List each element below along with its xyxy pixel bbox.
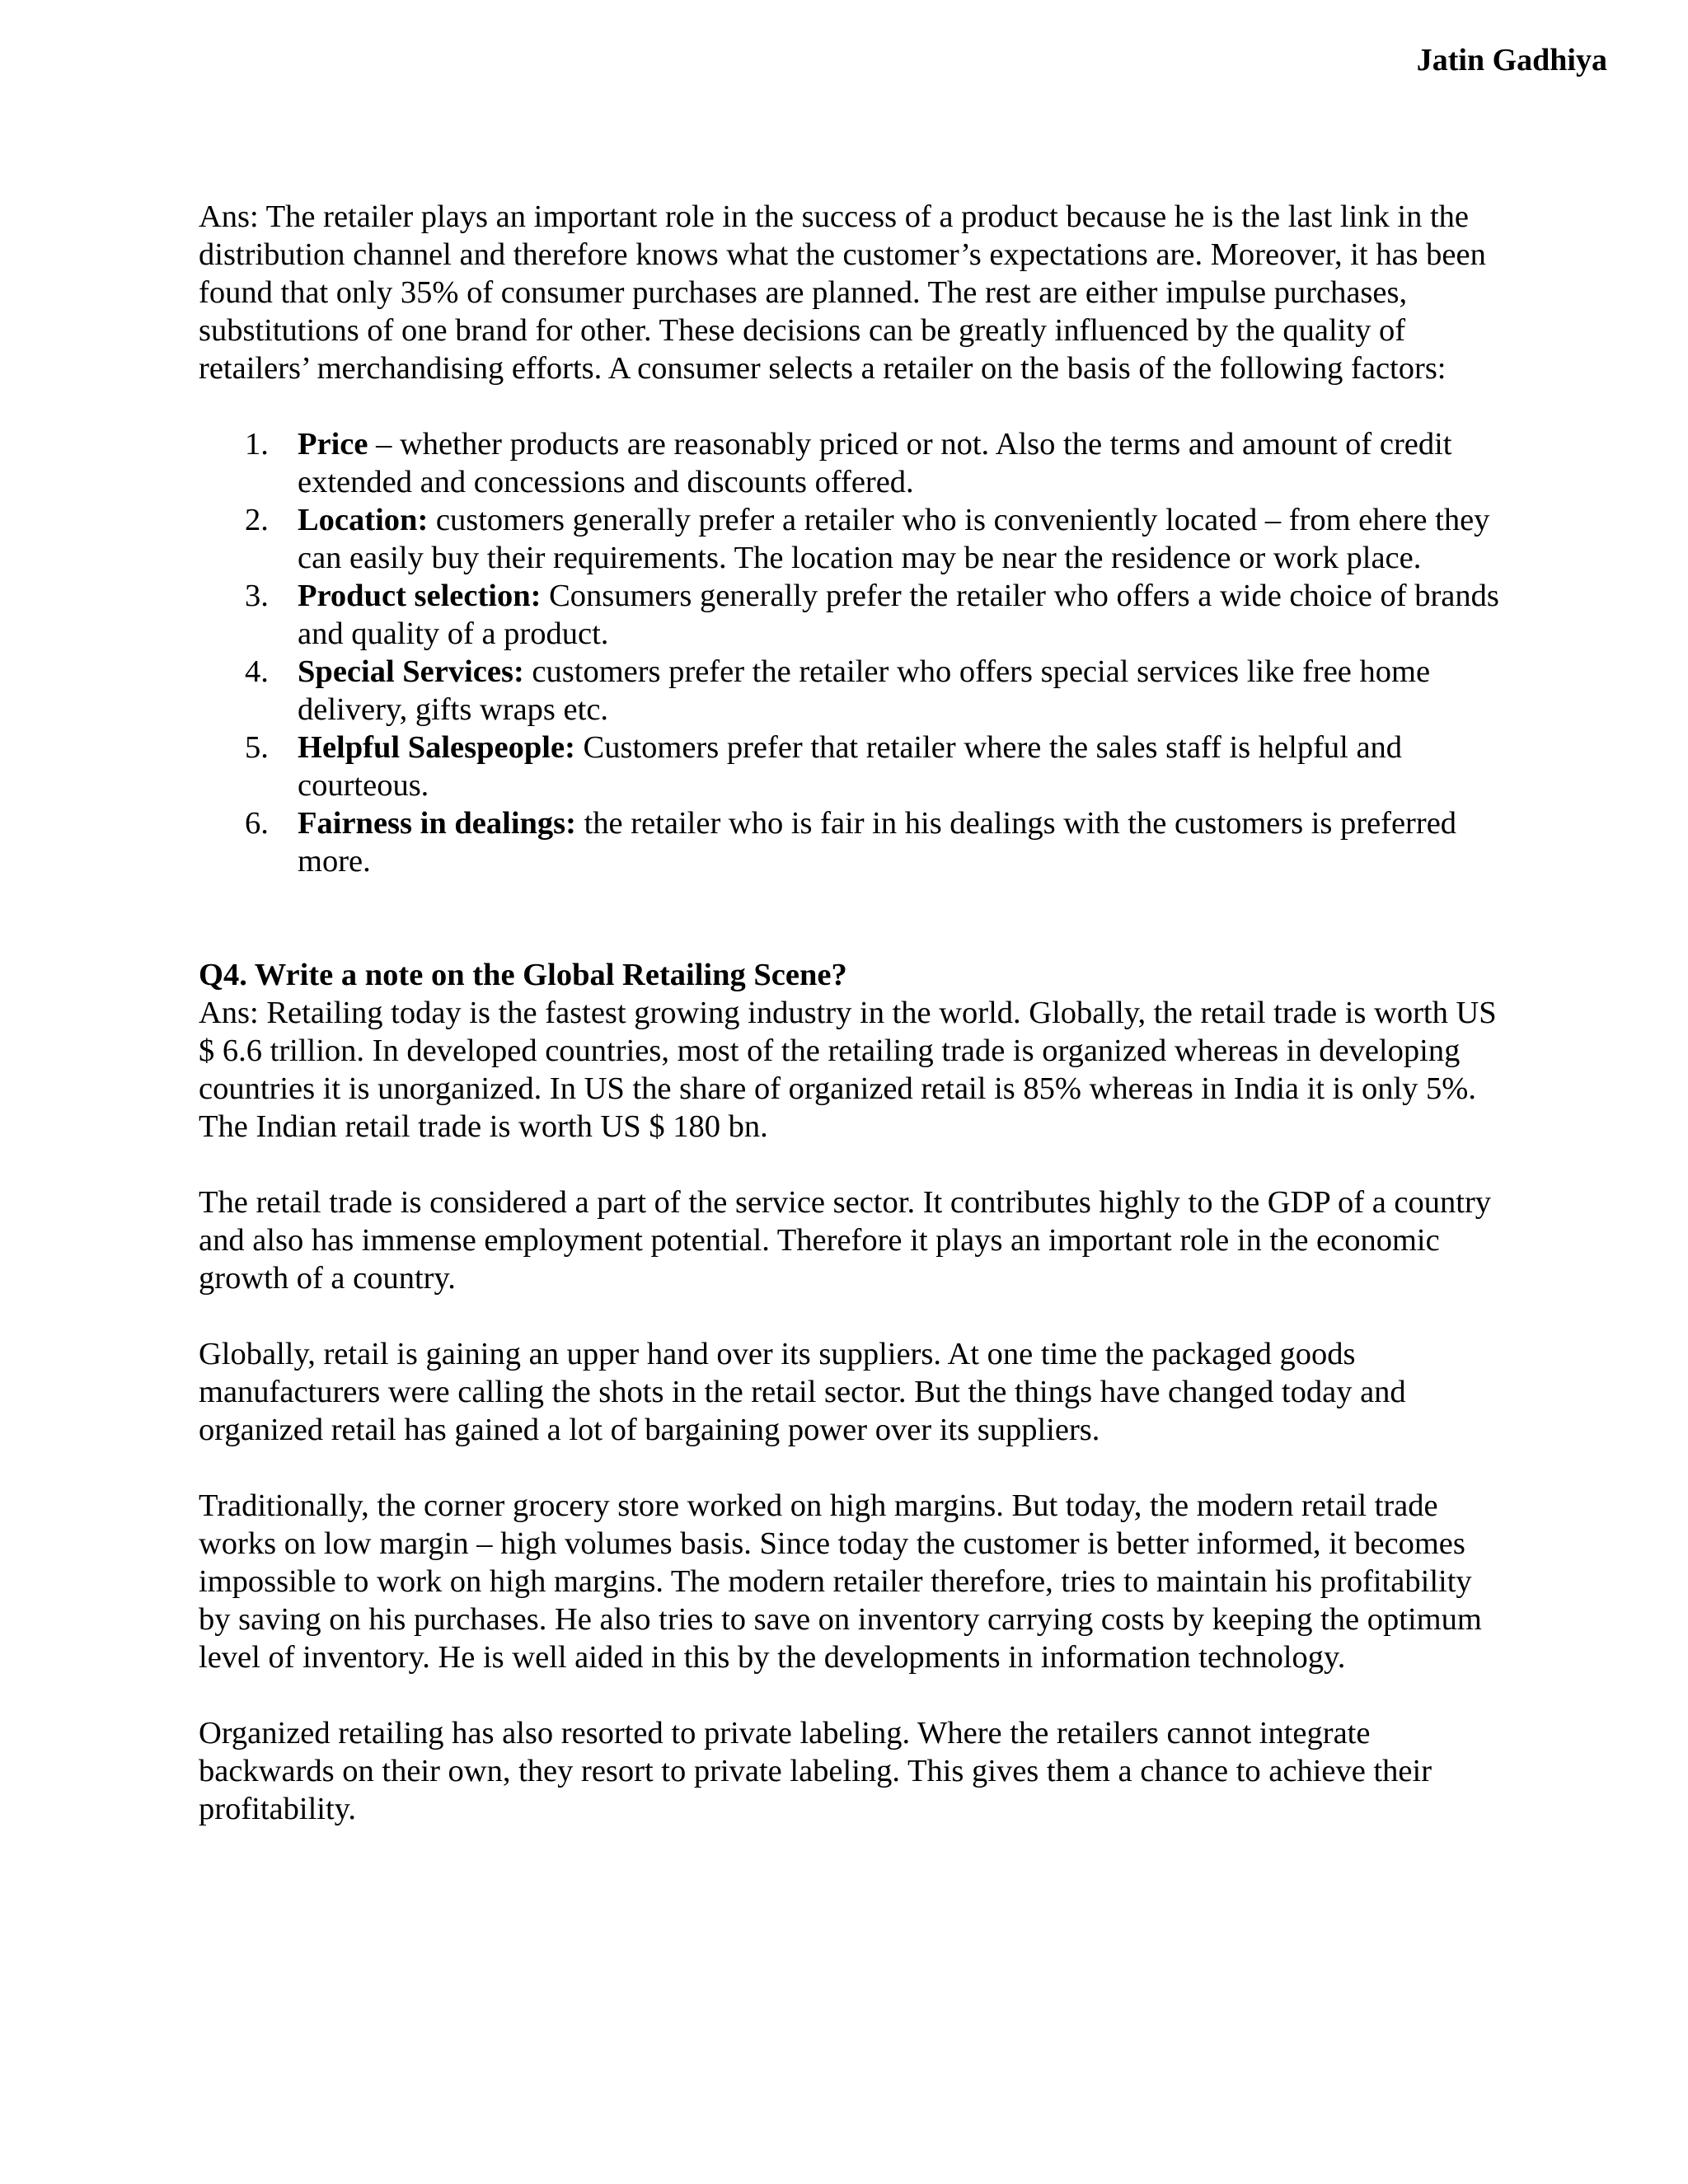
list-item-term: Special Services: [298,654,524,689]
list-item-number: 2. [245,503,269,537]
list-item-text: customers generally prefer a retailer who is conveniently located – from ehere they can easily buy their requirements. The location may be near the residence or work place. [298,503,1490,575]
answer-paragraph: Ans: Retailing today is the fastest growing industry in the world. Globally, the retail trade is worth US $ 6.6 trillion. In developed countries, most of the retailing trade is organized whereas in developing countries it is unorganized. In US the share of organized retail is 85% whereas in India it is only 5%. The Indian retail trade is worth US $ 180 bn. [199,996,1497,1144]
factors-list [199,425,1509,880]
answer-paragraph: Traditionally, the corner grocery store worked on high margins. But today, the modern retail trade works on low margin – high volumes basis. Since today the customer is better informed, it becomes impossible to work on high margins. The modern retailer therefore, tries to maintain his profitability by saving on his purchases. He also tries to save on inventory carrying costs by keeping the optimum level of inventory. He is well aided in this by the developments in information technology. [199,1488,1482,1675]
list-item-text: Consumers generally prefer the retailer who offers a wide choice of brands and quality of a product. [298,579,1499,651]
question-heading: Q4. Write a note on the Global Retailing Scene? [199,958,847,992]
list-item [199,653,1509,729]
answer-paragraph: Organized retailing has also resorted to private labeling. Where the retailers cannot integrate backwards on their own, they resort to private labeling. This gives them a chance to achieve their profitability. [199,1716,1432,1826]
author-name: Jatin Gadhiya [1416,43,1607,77]
list-item-term: Location: [298,503,429,537]
list-item-term: Price [298,427,368,462]
list-item-number: 5. [245,730,269,765]
list-item-text: Customers prefer that retailer where the sales staff is helpful and courteous. [298,730,1403,803]
list-item-text: the retailer who is fair in his dealings with the customers is preferred more. [298,806,1457,879]
list-item-text: customers prefer the retailer who offers special services like free home delivery, gifts wraps etc. [298,654,1431,727]
list-item-number: 6. [245,806,269,841]
list-item [199,425,1509,501]
answer-paragraph: The retail trade is considered a part of the service sector. It contributes highly to the GDP of a country and also has immense employment potential. Therefore it plays an important role in the economic growth of a country. [199,1185,1492,1296]
list-item-text: – whether products are reasonably priced or not. Also the terms and amount of credit extended and concessions and discounts offered. [298,427,1452,499]
list-item-term: Helpful Salespeople: [298,730,575,765]
list-item [199,729,1509,804]
list-item-number: 3. [245,579,269,613]
list-item-term: Fairness in dealings: [298,806,576,841]
section-spacer [199,918,1509,956]
answer-paragraph: Globally, retail is gaining an upper hand over its suppliers. At one time the packaged goods manufacturers were calling the shots in the retail sector. But the things have changed today and organized retail has gained a lot of bargaining power over its suppliers. [199,1337,1406,1447]
list-item [199,804,1509,880]
list-item [199,577,1509,653]
list-item [199,501,1509,577]
intro-answer-paragraph: Ans: The retailer plays an important role in the success of a product because he is the last link in the distribution channel and therefore knows what the customer’s expectations are. Moreover, it has been found that only 35% of consumer purchases are planned. The rest are either impulse purchases, substitutions of one brand for other. These decisions can be greatly influenced by the quality of retailers’ merchandising efforts. A consumer selects a retailer on the basis of the following factors: [199,199,1486,386]
document-body [199,198,1509,1828]
list-item-number: 1. [245,427,269,462]
list-item-number: 4. [245,654,269,689]
list-item-term: Product selection: [298,579,542,613]
